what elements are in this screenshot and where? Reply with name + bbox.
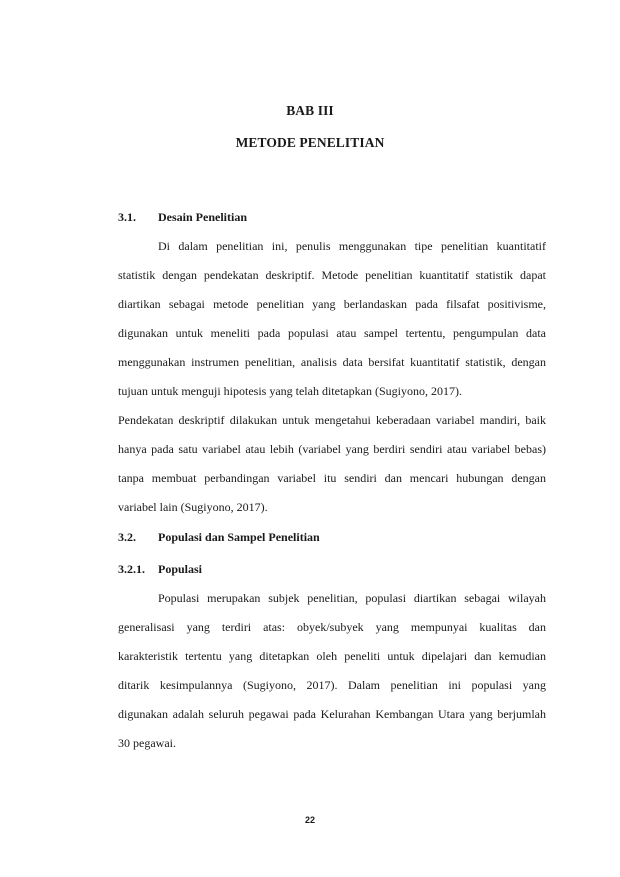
paragraph-line: 30 pegawai. bbox=[118, 736, 176, 750]
paragraph-line: Di dalam penelitian ini, penulis menggunakan tipe penelitian kuantitatif bbox=[158, 239, 546, 253]
chapter-number: BAB III bbox=[286, 103, 334, 118]
section-heading-3-2-1 bbox=[118, 562, 202, 577]
paragraph-line: Populasi merupakan subjek penelitian, populasi diartikan sebagai wilayah bbox=[158, 591, 546, 605]
section-number: 3.2. bbox=[118, 530, 136, 544]
paragraph-line: hanya pada satu variabel atau lebih (variabel yang berdiri sendiri atau variabel bebas) bbox=[118, 442, 546, 456]
paragraph-line: Pendekatan deskriptif dilakukan untuk mengetahui keberadaan variabel mandiri, baik bbox=[118, 413, 546, 427]
paragraph-line: statistik dengan pendekatan deskriptif. Metode penelitian kuantitatif statistik dapat bbox=[118, 268, 546, 282]
paragraph-line: ditarik kesimpulannya (Sugiyono, 2017). Dalam penelitian ini populasi yang bbox=[118, 678, 546, 692]
paragraph-desain-penelitian bbox=[118, 232, 546, 406]
paragraph-line: tanpa membuat perbandingan variabel itu sendiri dan mencari hubungan dengan bbox=[118, 471, 546, 485]
section-title: Desain Penelitian bbox=[158, 210, 247, 224]
paragraph-pendekatan-deskriptif bbox=[118, 406, 546, 522]
section-number: 3.2.1. bbox=[118, 562, 145, 576]
section-title: Populasi bbox=[158, 562, 203, 576]
paragraph-populasi bbox=[118, 584, 546, 758]
section-heading-3-1 bbox=[118, 210, 247, 225]
paragraph-line: variabel lain (Sugiyono, 2017). bbox=[118, 500, 268, 514]
paragraph-line: generalisasi yang terdiri atas: obyek/subyek yang mempunyai kualitas dan bbox=[118, 620, 546, 634]
paragraph-line: diartikan sebagai metode penelitian yang berlandaskan pada filsafat positivisme, bbox=[118, 297, 546, 311]
section-number: 3.1. bbox=[118, 210, 136, 224]
page-number: 22 bbox=[304, 815, 315, 825]
chapter-title: METODE PENELITIAN bbox=[235, 135, 385, 150]
paragraph-line: menggunakan instrumen penelitian, analisis data bersifat kuantitatif statistik, dengan bbox=[118, 355, 546, 369]
section-title: Populasi dan Sampel Penelitian bbox=[158, 530, 320, 544]
paragraph-line: digunakan adalah seluruh pegawai pada Kelurahan Kembangan Utara yang berjumlah bbox=[118, 707, 546, 721]
paragraph-line: karakteristik tertentu yang ditetapkan oleh peneliti untuk dipelajari dan kemudian bbox=[118, 649, 546, 663]
paragraph-line: tujuan untuk menguji hipotesis yang telah ditetapkan (Sugiyono, 2017). bbox=[118, 384, 462, 398]
section-heading-3-2 bbox=[118, 530, 320, 545]
paragraph-line: digunakan untuk meneliti pada populasi atau sampel tertentu, pengumpulan data bbox=[118, 326, 546, 340]
